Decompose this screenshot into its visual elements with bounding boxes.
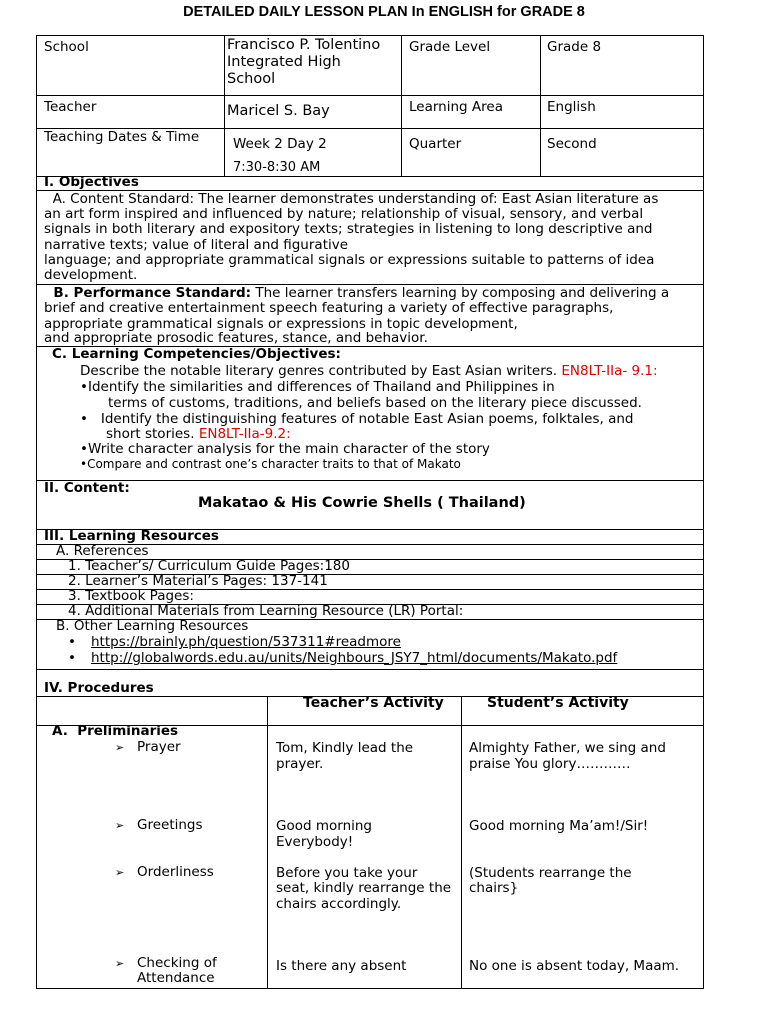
teacher-activity-line: Good morning — [276, 818, 372, 834]
performance-standard-line: brief and creative entertainment speech featuring a variety of effective paragraphs, — [44, 300, 614, 316]
other-resources-label: B. Other Learning Resources — [56, 618, 249, 634]
student-activity-header: Student’s Activity — [487, 695, 629, 711]
quarter-value: Second — [547, 136, 597, 152]
content-heading: II. Content: — [44, 480, 130, 496]
preliminaries-heading: A. Preliminaries — [52, 723, 179, 739]
competency-code: EN8LT-IIa-9.2: — [198, 426, 291, 442]
arrow-icon: ➢ — [115, 866, 125, 879]
procedure-label: Prayer — [137, 739, 181, 755]
references-label: A. References — [56, 543, 149, 559]
student-activity-line: praise You glory………… — [469, 756, 631, 772]
grade-level-value: Grade 8 — [547, 39, 602, 55]
competencies-heading: C. Learning Competencies/Objectives: — [52, 346, 341, 362]
dates-label: Teaching Dates & Time — [44, 129, 200, 145]
procedure-label: Greetings — [137, 817, 203, 833]
performance-standard-line: and appropriate prosodic features, stance, and behavior. — [44, 330, 428, 346]
dates-value-week: Week 2 Day 2 — [233, 136, 327, 152]
teacher-activity-header: Teacher’s Activity — [303, 695, 444, 711]
teacher-activity-line: Is there any absent — [276, 958, 407, 974]
student-activity-line: No one is absent today, Maam. — [469, 958, 680, 974]
school-value-line-3: School — [227, 71, 276, 87]
dates-value-time: 7:30-8:30 AM — [233, 160, 321, 175]
objectives-heading: I. Objectives — [44, 174, 139, 190]
competency-item: •Write character analysis for the main character of the story — [80, 441, 490, 457]
competency-item: •Compare and contrast one’s character traits to that of Makato — [80, 457, 461, 471]
teacher-activity-line: Before you take your — [276, 865, 418, 881]
resource-item: 2. Learner’s Material’s Pages: 137-141 — [68, 573, 328, 589]
procedure-label: Checking of — [137, 955, 217, 971]
teacher-activity-line: Tom, Kindly lead the — [276, 740, 414, 756]
school-label: School — [44, 39, 89, 55]
procedures-heading: IV. Procedures — [44, 680, 154, 696]
competency-item: • Identify the distinguishing features of notable East Asian poems, folktales, and — [80, 411, 634, 427]
competency-item: Describe the notable literary genres contributed by East Asian writers. EN8LT-IIa- 9.1: — [80, 363, 658, 379]
performance-standard-text: The learner transfers learning by composing and delivering a — [251, 285, 670, 301]
resources-heading: III. Learning Resources — [44, 528, 219, 544]
arrow-icon: ➢ — [115, 957, 125, 970]
student-activity-line: Almighty Father, we sing and — [469, 740, 666, 756]
arrow-icon: ➢ — [115, 819, 125, 832]
teacher-activity-line: Everybody! — [276, 834, 354, 850]
procedure-label-continued: Attendance — [137, 970, 215, 986]
header-table — [36, 35, 704, 177]
learning-area-label: Learning Area — [409, 99, 503, 115]
student-activity-line: Good morning Ma’am!/Sir! — [469, 818, 649, 834]
teacher-activity-line: seat, kindly rearrange the — [276, 880, 452, 896]
link-bullet: • — [68, 634, 76, 650]
school-value-line-2: Integrated High — [227, 54, 341, 70]
arrow-icon: ➢ — [115, 741, 125, 754]
page-title: DETAILED DAILY LESSON PLAN In ENGLISH for GRADE 8 — [183, 4, 585, 20]
teacher-label: Teacher — [44, 99, 97, 115]
quarter-label: Quarter — [409, 136, 462, 152]
teacher-activity-line: prayer. — [276, 756, 324, 772]
content-standard-line: development. — [44, 267, 138, 283]
performance-standard-line: appropriate grammatical signals or expressions in topic development, — [44, 316, 518, 332]
performance-standard-label: B. Performance Standard: — [44, 285, 252, 301]
teacher-value: Maricel S. Bay — [227, 103, 330, 119]
competency-item-continued: terms of customs, traditions, and beliefs based on the literary piece discussed. — [108, 395, 642, 411]
school-value-line-1: Francisco P. Tolentino — [227, 37, 381, 53]
content-standard-line: narrative texts; value of literal and figurative — [44, 237, 349, 253]
link-bullet: • — [68, 650, 76, 666]
content-standard-line: signals in both literary and expository texts; strategies in listening to long descriptive and — [44, 221, 653, 237]
teacher-activity-line: chairs accordingly. — [276, 896, 402, 912]
competency-code: EN8LT-IIa- 9.1: — [561, 363, 658, 379]
content-topic: Makatao & His Cowrie Shells ( Thailand) — [198, 495, 526, 511]
content-standard-line: language; and appropriate grammatical signals or expressions suitable to patterns of idea — [44, 252, 655, 268]
student-activity-line: chairs} — [469, 880, 519, 896]
resource-item: 4. Additional Materials from Learning Resource (LR) Portal: — [68, 603, 464, 619]
resource-item: 3. Textbook Pages: — [68, 588, 194, 604]
grade-level-label: Grade Level — [409, 39, 491, 55]
learning-area-value: English — [547, 99, 596, 115]
resource-link[interactable]: http://globalwords.edu.au/units/Neighbours_JSY7_html/documents/Makato.pdf — [91, 650, 618, 666]
content-standard-line: A. Content Standard: The learner demonstrates understanding of: East Asian literature as — [44, 191, 659, 207]
student-activity-line: (Students rearrange the — [469, 865, 632, 881]
competency-item-continued: short stories. EN8LT-IIa-9.2: — [106, 426, 291, 442]
competency-item: •Identify the similarities and differences of Thailand and Philippines in — [80, 379, 555, 395]
procedure-label: Orderliness — [137, 864, 214, 880]
content-standard-line: an art form inspired and influenced by nature; relationship of visual, sensory, and verbal — [44, 206, 644, 222]
resource-link[interactable]: https://brainly.ph/question/537311#readmore — [91, 634, 401, 650]
resource-item: 1. Teacher’s/ Curriculum Guide Pages:180 — [68, 558, 350, 574]
